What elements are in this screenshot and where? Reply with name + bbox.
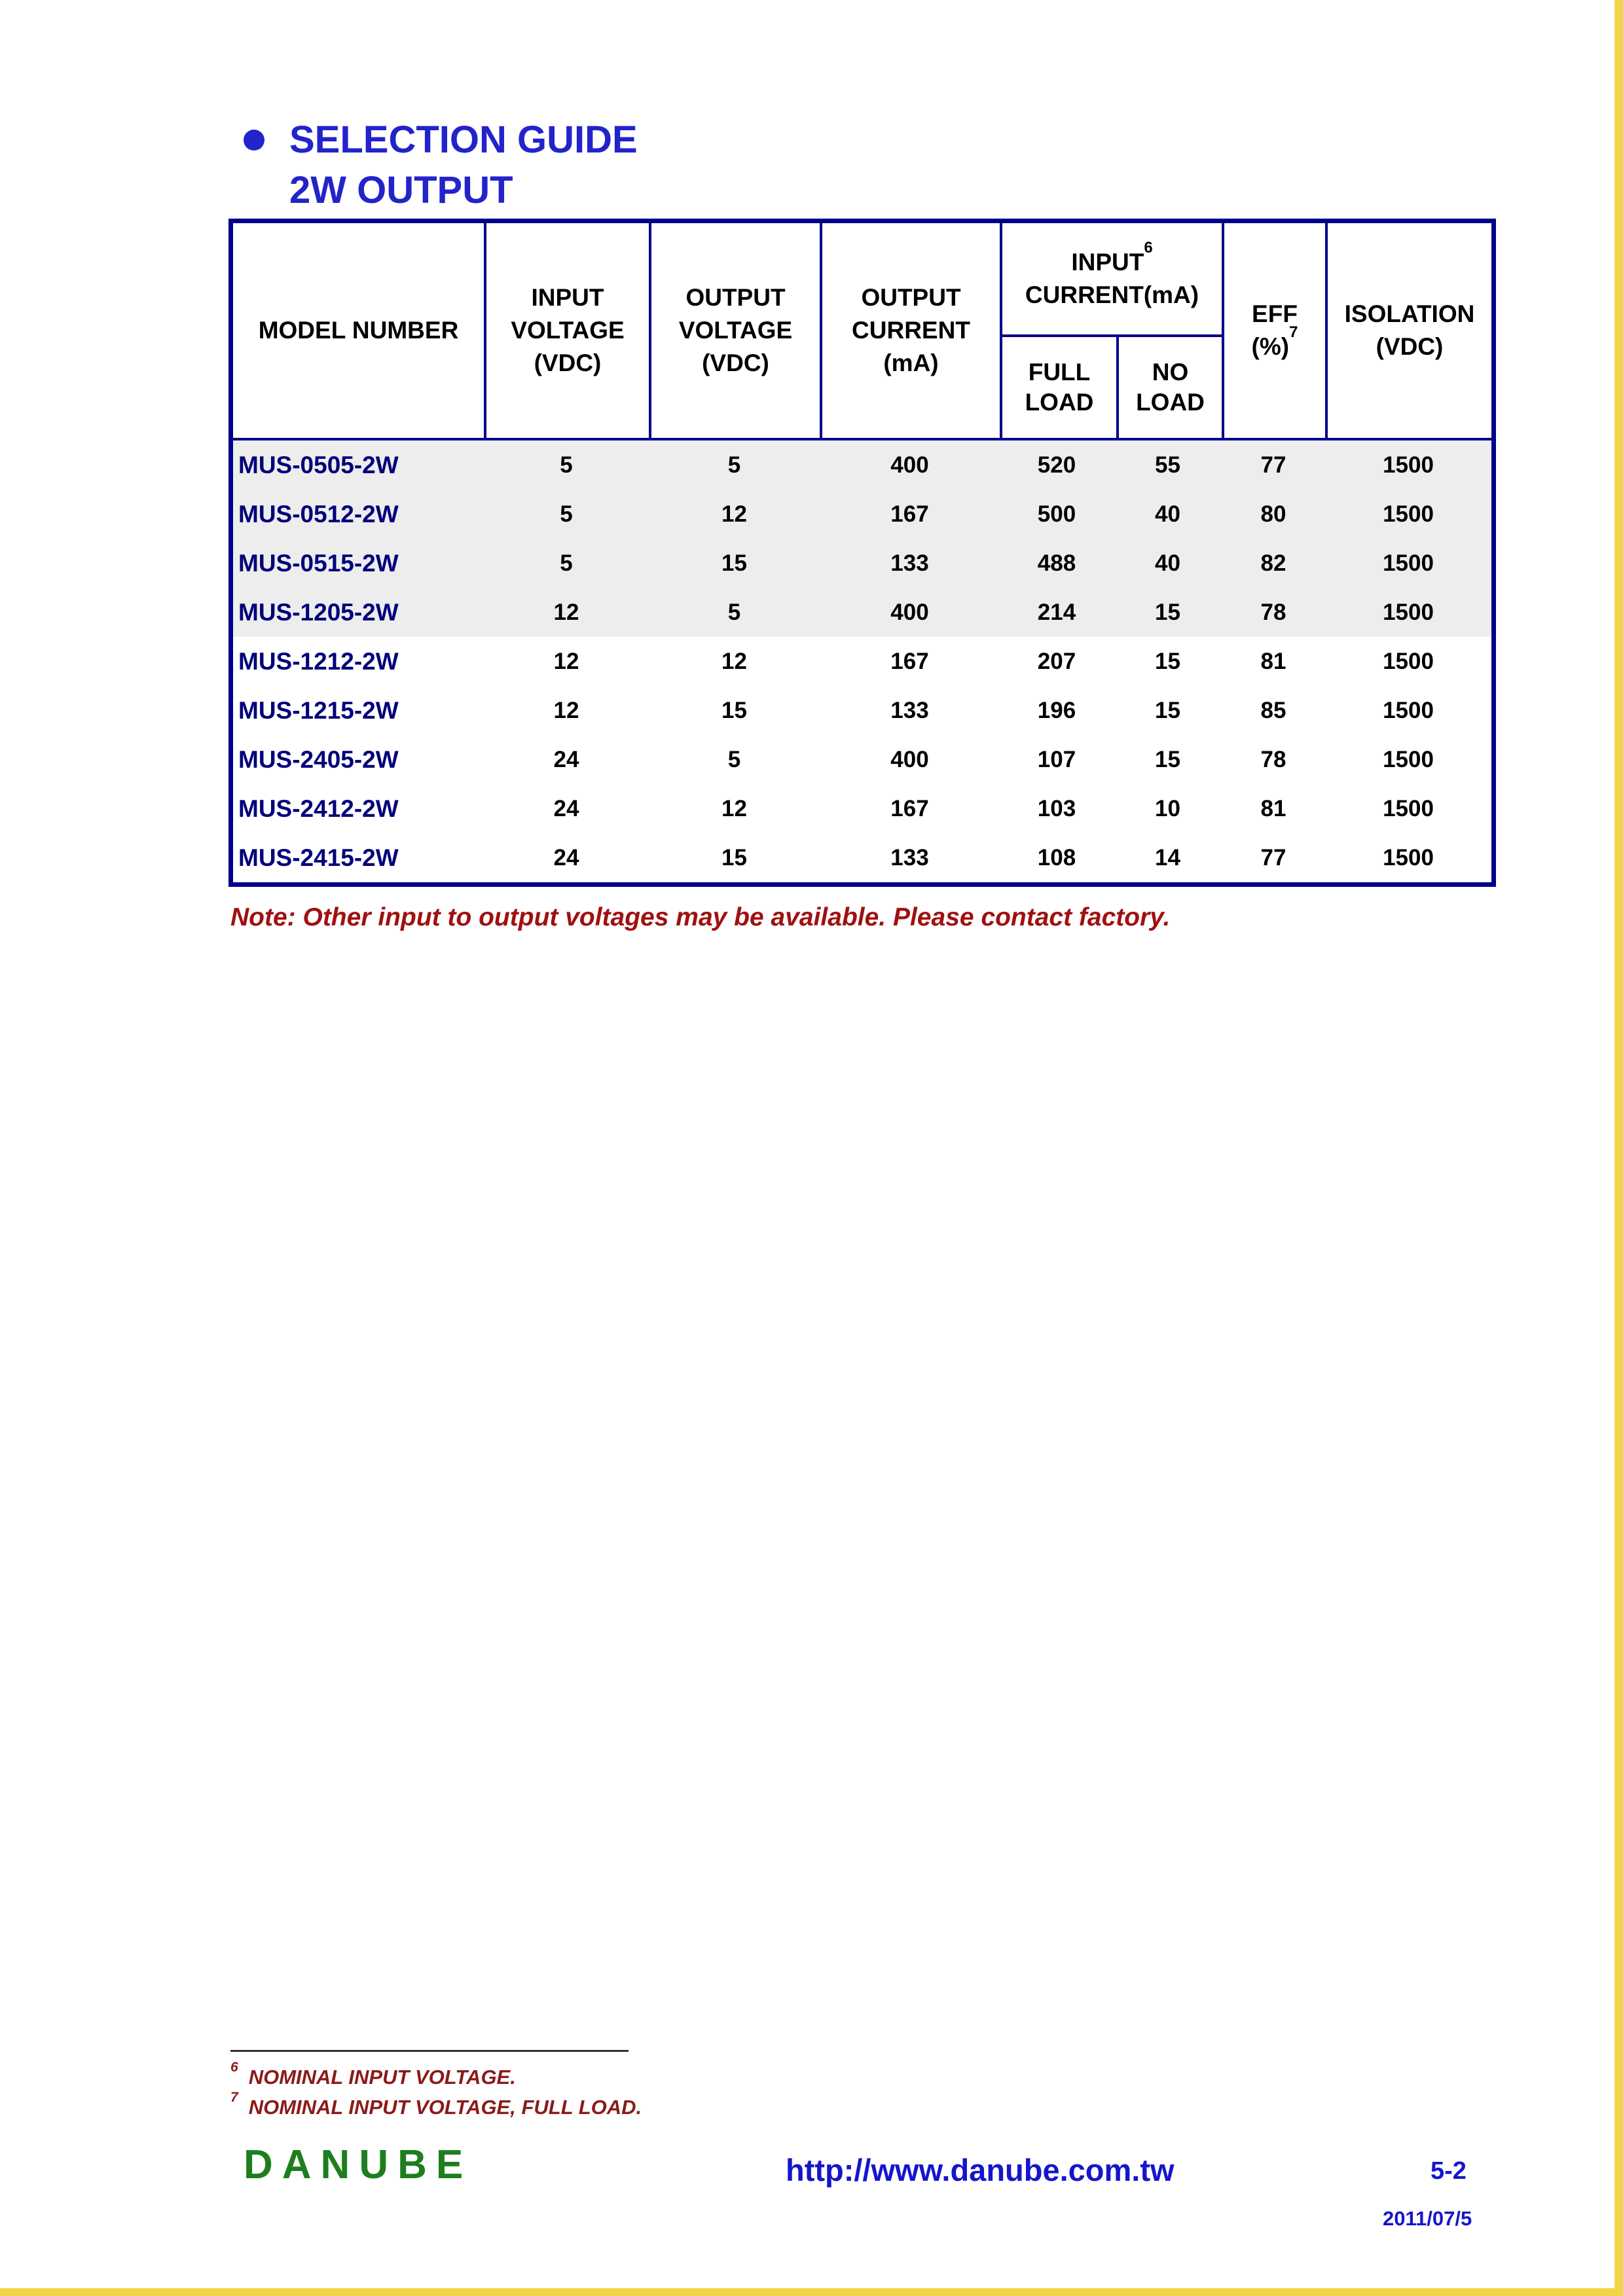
efficiency-cell: 78 xyxy=(1260,599,1286,625)
output-voltage-cell: 15 xyxy=(721,697,747,723)
isolation-cell: 1500 xyxy=(1383,844,1434,870)
output-current-cell: 133 xyxy=(890,550,929,576)
page-edge-right xyxy=(1614,0,1623,2296)
input-voltage-cell: 24 xyxy=(553,844,579,870)
model-number-cell: MUS-1212-2W xyxy=(238,647,399,675)
input-voltage-cell: 12 xyxy=(553,697,579,723)
model-number-cell: MUS-1215-2W xyxy=(238,696,399,724)
table-row xyxy=(233,784,1491,833)
output-voltage-cell: 5 xyxy=(727,599,741,625)
isolation-cell: 1500 xyxy=(1383,452,1434,478)
input-current-no-load-cell: 40 xyxy=(1155,501,1180,527)
header-input-voltage: INPUT VOLTAGE (VDC) xyxy=(484,223,649,438)
danube-logo: DANUBE xyxy=(244,2142,473,2187)
table-row xyxy=(233,588,1491,637)
header-input-current: INPUT$^6$ CURRENT(mA) xyxy=(1025,238,1199,308)
input-current-no-load-cell: 40 xyxy=(1155,550,1180,576)
input-current-no-load-cell: 15 xyxy=(1155,648,1180,674)
output-voltage-cell: 15 xyxy=(721,844,747,870)
isolation-cell: 1500 xyxy=(1383,550,1434,576)
output-voltage-cell: 5 xyxy=(727,452,741,478)
footnote-7-marker: 7 xyxy=(230,2089,238,2105)
output-voltage-cell: 12 xyxy=(721,648,747,674)
footnote-ref-7: 7 xyxy=(1289,323,1298,341)
header-full-load: FULL LOAD xyxy=(1025,359,1094,416)
page-number: 5-2 xyxy=(1431,2157,1467,2185)
efficiency-cell: 78 xyxy=(1260,746,1286,772)
isolation-cell: 1500 xyxy=(1383,599,1434,625)
input-current-no-load-cell: 15 xyxy=(1155,697,1180,723)
website-link[interactable]: http://www.danube.com.tw xyxy=(786,2153,1175,2187)
output-current-cell: 400 xyxy=(890,452,929,478)
table-row xyxy=(233,686,1491,735)
input-current-full-load-cell: 196 xyxy=(1037,697,1076,723)
model-number-cell: MUS-2415-2W xyxy=(238,844,399,871)
table-body xyxy=(233,440,1491,882)
header-input-current-group xyxy=(1000,223,1222,438)
efficiency-cell: 85 xyxy=(1260,697,1286,723)
isolation-cell: 1500 xyxy=(1383,501,1434,527)
input-voltage-cell: 5 xyxy=(560,550,573,576)
table-row xyxy=(233,735,1491,784)
output-current-cell: 167 xyxy=(890,648,929,674)
efficiency-cell: 77 xyxy=(1260,844,1286,870)
isolation-cell: 1500 xyxy=(1383,648,1434,674)
footnote-divider xyxy=(230,2050,629,2052)
model-number-cell: MUS-0512-2W xyxy=(238,500,399,528)
input-voltage-cell: 5 xyxy=(560,452,573,478)
table-row xyxy=(233,637,1491,686)
efficiency-cell: 77 xyxy=(1260,452,1286,478)
header-no-load: NO LOAD xyxy=(1116,337,1222,438)
isolation-cell: 1500 xyxy=(1383,746,1434,772)
output-current-cell: 167 xyxy=(890,795,929,821)
efficiency-cell: 82 xyxy=(1260,550,1286,576)
model-number-cell: MUS-1205-2W xyxy=(238,598,399,626)
header-model-number: MODEL NUMBER xyxy=(258,317,459,344)
model-number-cell: MUS-0505-2W xyxy=(238,451,399,478)
model-number-cell: MUS-0515-2W xyxy=(238,549,399,577)
bullet-icon xyxy=(244,130,264,151)
isolation-cell: 1500 xyxy=(1383,697,1434,723)
input-current-full-load-cell: 108 xyxy=(1037,844,1076,870)
output-current-cell: 133 xyxy=(890,697,929,723)
table-row xyxy=(233,539,1491,588)
input-voltage-cell: 24 xyxy=(553,746,579,772)
efficiency-cell: 81 xyxy=(1260,795,1286,821)
isolation-cell: 1500 xyxy=(1383,795,1434,821)
table-header xyxy=(233,223,1491,440)
heading-line2: 2W OUTPUT xyxy=(289,169,513,211)
efficiency-cell: 81 xyxy=(1260,648,1286,674)
output-voltage-cell: 15 xyxy=(721,550,747,576)
input-current-no-load-cell: 15 xyxy=(1155,599,1180,625)
input-voltage-cell: 12 xyxy=(553,648,579,674)
input-current-no-load-cell: 15 xyxy=(1155,746,1180,772)
input-current-full-load-cell: 500 xyxy=(1037,501,1076,527)
input-current-no-load-cell: 55 xyxy=(1155,452,1180,478)
model-number-cell: MUS-2412-2W xyxy=(238,795,399,822)
model-number-cell: MUS-2405-2W xyxy=(238,745,399,773)
output-voltage-cell: 5 xyxy=(727,746,741,772)
selection-guide-table xyxy=(228,219,1496,887)
note-text: Note: Other input to output voltages may be available. Please contact factory. xyxy=(230,903,1171,931)
input-current-full-load-cell: 103 xyxy=(1037,795,1076,821)
efficiency-cell: 80 xyxy=(1260,501,1286,527)
output-voltage-cell: 12 xyxy=(721,795,747,821)
output-current-cell: 133 xyxy=(890,844,929,870)
header-output-voltage: OUTPUT VOLTAGE (VDC) xyxy=(649,223,820,438)
footnote-ref-6: 6 xyxy=(1144,238,1153,257)
section-heading xyxy=(244,118,638,212)
footnote-6: $^6$ NOMINAL INPUT VOLTAGE. xyxy=(230,2059,516,2089)
header-output-current: OUTPUT CURRENT (mA) xyxy=(820,223,1000,438)
input-voltage-cell: 5 xyxy=(560,501,573,527)
output-current-cell: 400 xyxy=(890,599,929,625)
input-current-full-load-cell: 107 xyxy=(1037,746,1076,772)
table-row xyxy=(233,833,1491,882)
footnote-7: $^7$ NOMINAL INPUT VOLTAGE, FULL LOAD. xyxy=(230,2089,642,2119)
page-edge-bottom xyxy=(0,2288,1623,2296)
output-current-cell: 400 xyxy=(890,746,929,772)
header-efficiency: EFF (%)$^7$ xyxy=(1222,223,1325,438)
table-row xyxy=(233,490,1491,539)
input-voltage-cell: 12 xyxy=(553,599,579,625)
revision-date: 2011/07/5 xyxy=(1383,2207,1472,2230)
output-current-cell: 167 xyxy=(890,501,929,527)
output-voltage-cell: 12 xyxy=(721,501,747,527)
input-current-full-load-cell: 520 xyxy=(1037,452,1076,478)
table-row xyxy=(233,440,1491,490)
input-voltage-cell: 24 xyxy=(553,795,579,821)
input-current-full-load-cell: 207 xyxy=(1037,648,1076,674)
input-current-no-load-cell: 10 xyxy=(1155,795,1180,821)
header-isolation: ISOLATION (VDC) xyxy=(1325,223,1491,438)
footnote-6-marker: 6 xyxy=(230,2059,238,2075)
input-current-full-load-cell: 488 xyxy=(1037,550,1076,576)
input-current-no-load-cell: 14 xyxy=(1155,844,1180,870)
heading-line1: SELECTION GUIDE xyxy=(289,118,638,161)
input-current-full-load-cell: 214 xyxy=(1037,599,1076,625)
